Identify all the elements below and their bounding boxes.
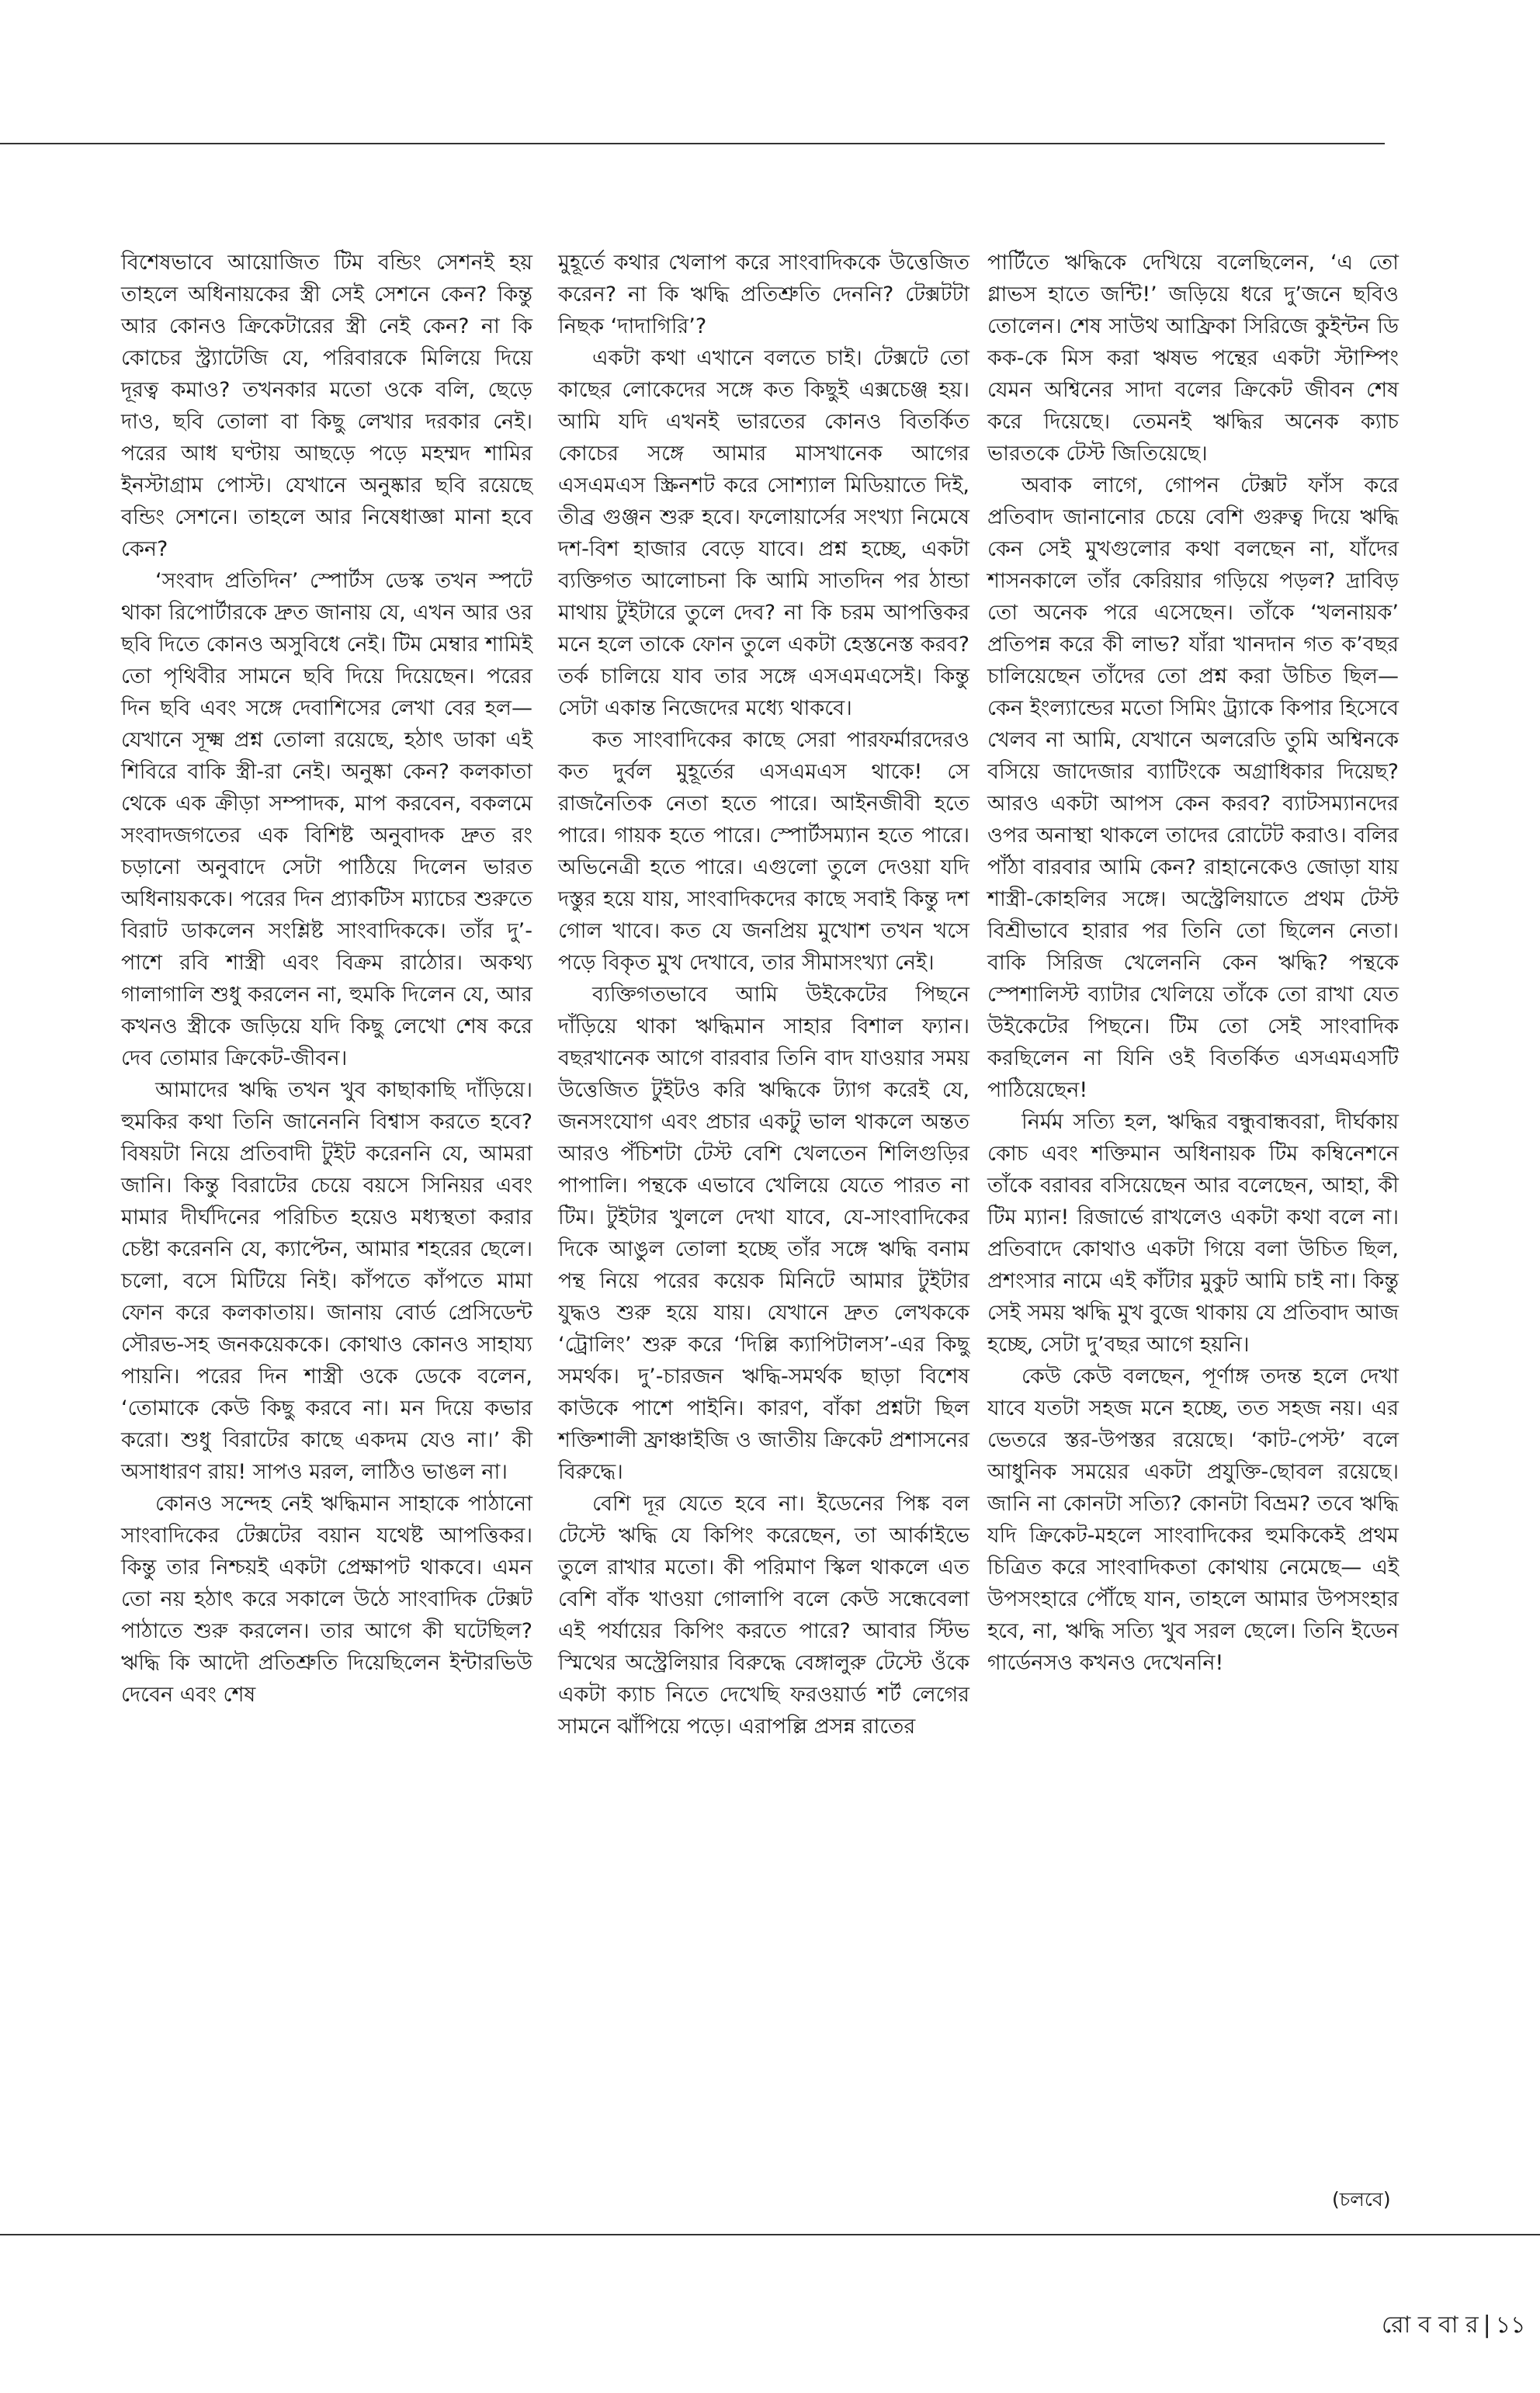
article-column-2 [558,247,969,1743]
paragraph: ‘সংবাদ প্রতিদিন’ স্পোর্টস ডেস্ক তখন স্পটে থাকা রিপোর্টারকে দ্রুত জানায় যে, এখন আর ওর ছবি দিতে কোনও অসুবিধে নেই। টিম মেম্বার শামিই তো পৃথিবীর সামনে ছবি দিয়ে দিয়েছেন। পরের দিন ছবি এবং সঙ্গে দেবাশিসের লেখা বের হল— যেখানে সূক্ষ্ম প্রশ্ন তোলা রয়েছে, হঠাৎ ডাকা এই শিবিরে বাকি স্ত্রী-রা নেই। অনুষ্কা কেন? কলকাতা থেকে এক ক্রীড়া সম্পাদক, মাপ করবেন, বকলমে সংবাদজগতের এক বিশিষ্ট অনুবাদক দ্রুত রং চড়ানো অনুবাদে সেটা পাঠিয়ে দিলেন ভারত অধিনায়ককে। পরের দিন প্র্যাকটিস ম্যাচের শুরুতে বিরাট ডাকলেন সংশ্লিষ্ট সাংবাদিককে। তাঁর দু’-পাশে রবি শাস্ত্রী এবং বিক্রম রাঠোর। অকথ্য গালাগালি শুধু করলেন না, হুমকি দিলেন যে, আর কখনও স্ত্রীকে জড়িয়ে যদি কিছু লেখো শেষ করে দেব তোমার ক্রিকেট-জীবন। [121,569,532,1070]
paragraph: বেশি দূর যেতে হবে না। ইডেনের পিঙ্ক বল টেস্টে ঋদ্ধি যে কিপিং করেছেন, তা আর্কাইভে তুলে রাখার মতো। কী পরিমাণ স্কিল থাকলে এত বেশি বাঁক খাওয়া গোলাপি বলে কেউ সন্ধেবেলা এই পর্যায়ের কিপিং করতে পারে? আবার স্টিভ স্মিথের অস্ট্রেলিয়ার বিরুদ্ধে বেঙ্গালুরু টেস্টে ওঁকে একটা ক্যাচ নিতে দেখেছি ফরওয়ার্ড শর্ট লেগের সামনে ঝাঁপিয়ে পড়ে। এরাপল্লি প্রসন্ন রাতের [558,1492,969,1739]
continued-note: (চলবে) [1332,2188,1391,2211]
paragraph: আমাদের ঋদ্ধি তখন খুব কাছাকাছি দাঁড়িয়ে। হুমকির কথা তিনি জানেননি বিশ্বাস করতে হবে? বিষয়টা নিয়ে প্রতিবাদী টুইট করেননি যে, আমরা জানি। কিন্তু বিরাটের চেয়ে বয়সে সিনিয়র এবং মামার দীর্ঘদিনের পরিচিত হয়েও মধ্যস্থতা করার চেষ্টা করেননি যে, ক্যাপ্টেন, আমার শহরের ছেলে। চলো, বসে মিটিয়ে নিই। কাঁপতে কাঁপতে মামা ফোন করে কলকাতায়। জানায় বোর্ড প্রেসিডেন্ট সৌরভ-সহ জনকয়েককে। কোথাও কোনও সাহায্য পায়নি। পরের দিন শাস্ত্রী ওকে ডেকে বলেন, ‘তোমাকে কেউ কিছু করবে না। মন দিয়ে কভার করো। শুধু বিরাটের কাছে একদম যেও না।’ কী অসাধারণ রায়! সাপও মরল, লাঠিও ভাঙল না। [121,1078,532,1484]
paragraph: কেউ কেউ বলছেন, পূর্ণাঙ্গ তদন্ত হলে দেখা যাবে যতটা সহজ মনে হচ্ছে, তত সহজ নয়। এর ভেতরে স্তর-উপস্তর রয়েছে। ‘কাট-পেস্ট’ বলে আধুনিক সময়ের একটা প্রযুক্তি-ছোবল রয়েছে। জানি না কোনটা সত্যি? কোনটা বিভ্রম? তবে ঋদ্ধি যদি ক্রিকেট-মহলে সাংবাদিকের হুমকিকেই প্রথম চিত্রিত করে সাংবাদিকতা কোথায় নেমেছে— এই উপসংহারে পৌঁছে যান, তাহলে আমার উপসংহার হবে, না, ঋদ্ধি সত্যি খুব সরল ছেলে। তিনি ইডেন গার্ডেনসও কখনও দেখেননি! [987,1365,1399,1675]
top-rule [0,143,1385,144]
page-number: ১১ [1495,2311,1526,2339]
paragraph: একটা কথা এখানে বলতে চাই। টেক্সটে তো কাছের লোকেদের সঙ্গে কত কিছুই এক্সচেঞ্জ হয়। আমি যদি এখনই ভারতের কোনও বিতর্কিত কোচের সঙ্গে আমার মাসখানেক আগের এসএমএস স্ক্রিনশট করে সোশ্যাল মিডিয়াতে দিই, তীব্র গুঞ্জন শুরু হবে। ফলোয়ার্সের সংখ্যা নিমেষে দশ-বিশ হাজার বেড়ে যাবে। প্রশ্ন হচ্ছে, একটা ব্যক্তিগত আলোচনা কি আমি সাতদিন পর ঠান্ডা মাথায় টুইটারে তুলে দেব? না কি চরম আপত্তিকর মনে হলে তাকে ফোন তুলে একটা হেস্তনেস্ত করব? তর্ক চালিয়ে যাব তার সঙ্গে এসএমএসেই। কিন্তু সেটা একান্ত নিজেদের মধ্যে থাকবে। [558,346,969,720]
paragraph: পার্টিতে ঋদ্ধিকে দেখিয়ে বলেছিলেন, ‘এ তো গ্লাভস হাতে জন্টি!’ জড়িয়ে ধরে দু’জনে ছবিও তোলেন। শেষ সাউথ আফ্রিকা সিরিজে কুইন্টন ডি কক-কে মিস করা ঋষভ পন্থের একটা স্টাম্পিং যেমন অশ্বিনের সাদা বলের ক্রিকেট জীবন শেষ করে দিয়েছে। তেমনই ঋদ্ধির অনেক ক্যাচ ভারতকে টেস্ট জিতিয়েছে। [987,251,1399,466]
paragraph: কত সাংবাদিকের কাছে সেরা পারফর্মারদেরও কত দুর্বল মুহূর্তের এসএমএস থাকে! সে রাজনৈতিক নেতা হতে পারে। আইনজীবী হতে পারে। গায়ক হতে পারে। স্পোর্টসম্যান হতে পারে। অভিনেত্রী হতে পারে। এগুলো তুলে দেওয়া যদি দস্তুর হয়ে যায়, সাংবাদিকদের কাছে সবাই কিন্তু দশ গোল খাবে। কত যে জনপ্রিয় মুখোশ তখন খসে পড়ে বিকৃত মুখ দেখাবে, তার সীমাসংখ্যা নেই। [558,728,969,975]
magazine-name: রো ব বা র [1382,2311,1479,2339]
article-column-1 [121,247,532,1711]
page-footer [1382,2311,1526,2339]
paragraph: বিশেষভাবে আয়োজিত টিম বন্ডিং সেশনই হয় তাহলে অধিনায়কের স্ত্রী সেই সেশনে কেন? কিন্তু আর কোনও ক্রিকেটারের স্ত্রী নেই কেন? না কি কোচের স্ট্র্যাটেজি যে, পরিবারকে মিলিয়ে দিয়ে দূরত্ব কমাও? তখনকার মতো ওকে বলি, ছেড়ে দাও, ছবি তোলা বা কিছু লেখার দরকার নেই। পরের আধ ঘণ্টায় আছড়ে পড়ে মহম্মদ শামির ইনস্টাগ্রাম পোস্ট। যেখানে অনুষ্কার ছবি রয়েছে বন্ডিং সেশনে। তাহলে আর নিষেধাজ্ঞা মানা হবে কেন? [121,251,532,561]
paragraph: ব্যক্তিগতভাবে আমি উইকেটের পিছনে দাঁড়িয়ে থাকা ঋদ্ধিমান সাহার বিশাল ফ্যান। বছরখানেক আগে বারবার তিনি বাদ যাওয়ার সময় উত্তেজিত টুইটও করি ঋদ্ধিকে ট্যাগ করেই যে, জনসংযোগ এবং প্রচার একটু ভাল থাকলে অন্তত আরও পঁচিশটা টেস্ট বেশি খেলতেন শিলিগুড়ির পাপালি। পন্থকে এভাবে খেলিয়ে যেতে পারত না টিম। টুইটার খুললে দেখা যাবে, যে-সাংবাদিকের দিকে আঙুল তোলা হচ্ছে তাঁর সঙ্গে ঋদ্ধি বনাম পন্থ নিয়ে পরের কয়েক মিনিটে আমার টুইটার যুদ্ধও শুরু হয়ে যায়। যেখানে দ্রুত লেখককে ‘ট্রোলিং’ শুরু করে ‘দিল্লি ক্যাপিটালস’-এর কিছু সমর্থক। দু’-চারজন ঋদ্ধি-সমর্থক ছাড়া বিশেষ কাউকে পাশে পাইনি। কারণ, বাঁকা প্রশ্নটা ছিল শক্তিশালী ফ্রাঞ্চাইজি ও জাতীয় ক্রিকেট প্রশাসনের বিরুদ্ধে। [558,983,969,1484]
paragraph: অবাক লাগে, গোপন টেক্সট ফাঁস করে প্রতিবাদ জানানোর চেয়ে বেশি গুরুত্ব দিয়ে ঋদ্ধি কেন সেই মুখগুলোর কথা বলছেন না, যাঁদের শাসনকালে তাঁর কেরিয়ার গড়িয়ে পড়ল? দ্রাবিড় তো অনেক পরে এসেছেন। তাঁকে ‘খলনায়ক’ প্রতিপন্ন করে কী লাভ? যাঁরা খানদান গত ক’বছর চালিয়েছেন তাঁদের তো প্রশ্ন করা উচিত ছিল— কেন ইংল্যান্ডের মতো সিমিং ট্র্যাকে কিপার হিসেবে খেলব না আমি, যেখানে অলরেডি তুমি অশ্বিনকে বসিয়ে জাদেজার ব্যাটিংকে অগ্রাধিকার দিয়েছ? আরও একটা আপস কেন করব? ব্যাটসম্যানদের ওপর অনাস্থা থাকলে তাদের রোটেট করাও। বলির পাঁঠা বারবার আমি কেন? রাহানেকেও জোড়া যায় শাস্ত্রী-কোহলির সঙ্গে। অস্ট্রেলিয়াতে প্রথম টেস্ট বিশ্রীভাবে হারার পর তিনি তো ছিলেন নেতা। বাকি সিরিজ খেলেননি কেন ঋদ্ধি? পন্থকে স্পেশালিস্ট ব্যাটার খেলিয়ে তাঁকে তো রাখা যেত উইকেটের পিছনে। টিম তো সেই সাংবাদিক করছিলেন না যিনি ওই বিতর্কিত এসএমএসটি পাঠিয়েছেন! [987,473,1399,1102]
paragraph: নির্মম সত্যি হল, ঋদ্ধির বন্ধুবান্ধবরা, দীর্ঘকায় কোচ এবং শক্তিমান অধিনায়ক টিম কম্বিনেশনে তাঁকে বরাবর বসিয়েছেন আর বলেছেন, আহা, কী টিম ম্যান! রিজার্ভে রাখলেও একটা কথা বলে না। প্রতিবাদে কোথাও একটা গিয়ে বলা উচিত ছিল, প্রশংসার নামে এই কাঁটার মুকুট আমি চাই না। কিন্তু সেই সময় ঋদ্ধি মুখ বুজে থাকায় যে প্রতিবাদ আজ হচ্ছে, সেটা দু’বছর আগে হয়নি। [987,1110,1399,1357]
paragraph: কোনও সন্দেহ নেই ঋদ্ধিমান সাহাকে পাঠানো সাংবাদিকের টেক্সটের বয়ান যথেষ্ট আপত্তিকর। কিন্তু তার নিশ্চয়ই একটা প্রেক্ষাপট থাকবে। এমন তো নয় হঠাৎ করে সকালে উঠে সাংবাদিক টেক্সট পাঠাতে শুরু করলেন। তার আগে কী ঘটেছিল? ঋদ্ধি কি আদৌ প্রতিশ্রুতি দিয়েছিলেন ইন্টারভিউ দেবেন এবং শেষ [121,1492,532,1707]
article-column-3 [987,247,1399,1679]
bottom-rule [0,2234,1540,2235]
footer-separator: | [1483,2311,1491,2339]
paragraph: মুহূর্তে কথার খেলাপ করে সাংবাদিককে উত্তেজিত করেন? না কি ঋদ্ধি প্রতিশ্রুতি দেননি? টেক্সটটা নিছক ‘দাদাগিরি’? [558,251,969,338]
